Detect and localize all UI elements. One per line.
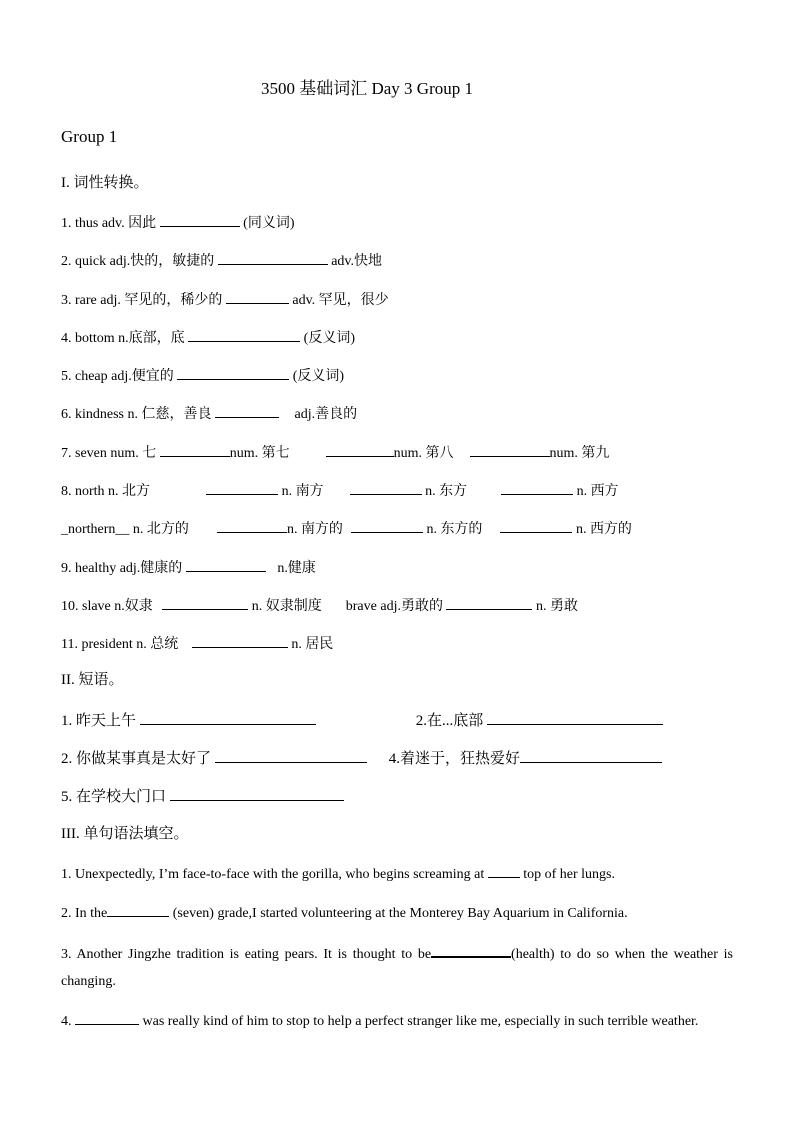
phrase-row-2: 2. 你做某事真是太好了 4.着迷于，狂热爱好: [61, 748, 662, 768]
phrase-row-3: 5. 在学校大门口: [61, 786, 344, 806]
answer-blank[interactable]: [226, 289, 289, 304]
answer-blank[interactable]: [488, 863, 520, 878]
vocab-item-6: 6. kindness n. 仁慈，善良 adj.善良的: [61, 403, 357, 424]
vocab-item-10: 10. slave n.奴隶 n. 奴隶制度 brave adj.勇敢的 n. 勇敢: [61, 595, 578, 616]
vocab-item-4: 4. bottom n.底部，底 (反义词): [61, 327, 355, 348]
answer-blank[interactable]: [431, 942, 511, 958]
vocab-item-3: 3. rare adj. 罕见的，稀少的 adv. 罕见，很少: [61, 289, 389, 310]
section-2-heading: II. 短语。: [61, 672, 124, 688]
answer-blank[interactable]: [501, 480, 573, 495]
answer-blank[interactable]: [162, 595, 248, 610]
answer-blank[interactable]: [188, 327, 300, 342]
answer-blank[interactable]: [186, 557, 266, 572]
answer-blank[interactable]: [206, 480, 278, 495]
answer-blank[interactable]: [520, 748, 662, 763]
group-heading: Group 1: [61, 127, 118, 146]
section-1-heading: I. 词性转换。: [61, 175, 149, 191]
answer-blank[interactable]: [192, 633, 288, 648]
vocab-item-11: 11. president n. 总统 n. 居民: [61, 633, 333, 654]
answer-blank[interactable]: [140, 710, 316, 725]
answer-blank[interactable]: [500, 518, 572, 533]
answer-blank[interactable]: [170, 786, 344, 801]
answer-blank[interactable]: [215, 403, 279, 418]
grammar-item-4: 4. was really kind of him to stop to help a perfect stranger like me, especially in such terrible weather.: [61, 1008, 733, 1035]
phrase-row-1: 1. 昨天上午 2.在...底部: [61, 710, 663, 730]
answer-blank[interactable]: [487, 710, 663, 725]
answer-blank[interactable]: [470, 442, 550, 457]
vocab-item-8b: _northern__ n. 北方的 n. 南方的 n. 东方的 n. 西方的: [61, 518, 632, 539]
answer-blank[interactable]: [446, 595, 532, 610]
answer-blank[interactable]: [217, 518, 287, 533]
section-3-heading: III. 单句语法填空。: [61, 826, 189, 842]
answer-blank[interactable]: [160, 442, 230, 457]
vocab-item-8: 8. north n. 北方 n. 南方 n. 东方 n. 西方: [61, 480, 619, 501]
grammar-item-3: 3. Another Jingzhe tradition is eating pears. It is thought to be (health) to do so when the weather is changing.: [61, 941, 733, 995]
answer-blank[interactable]: [351, 518, 423, 533]
answer-blank[interactable]: [218, 250, 328, 265]
grammar-item-1: 1. Unexpectedly, I’m face-to-face with the gorilla, who begins screaming at top of her lungs.: [61, 861, 733, 888]
vocab-item-7: 7. seven num. 七 num. 第七 num. 第八 num. 第九: [61, 442, 609, 463]
vocab-item-2: 2. quick adj.快的，敏捷的 adv.快地: [61, 250, 382, 271]
answer-blank[interactable]: [350, 480, 422, 495]
answer-blank[interactable]: [215, 748, 367, 763]
page-title: 3500 基础词汇 Day 3 Group 1: [260, 79, 473, 98]
answer-blank[interactable]: [75, 1010, 139, 1025]
grammar-item-2: 2. In the (seven) grade,I started volunteering at the Monterey Bay Aquarium in California.: [61, 900, 733, 927]
answer-blank[interactable]: [177, 365, 289, 380]
answer-blank[interactable]: [107, 902, 169, 917]
vocab-item-5: 5. cheap adj.便宜的 (反义词): [61, 365, 344, 386]
answer-blank[interactable]: [326, 442, 394, 457]
vocab-item-9: 9. healthy adj.健康的 n.健康: [61, 557, 316, 578]
vocab-item-1: 1. thus adv. 因此 (同义词): [61, 212, 294, 233]
answer-blank[interactable]: [160, 212, 240, 227]
